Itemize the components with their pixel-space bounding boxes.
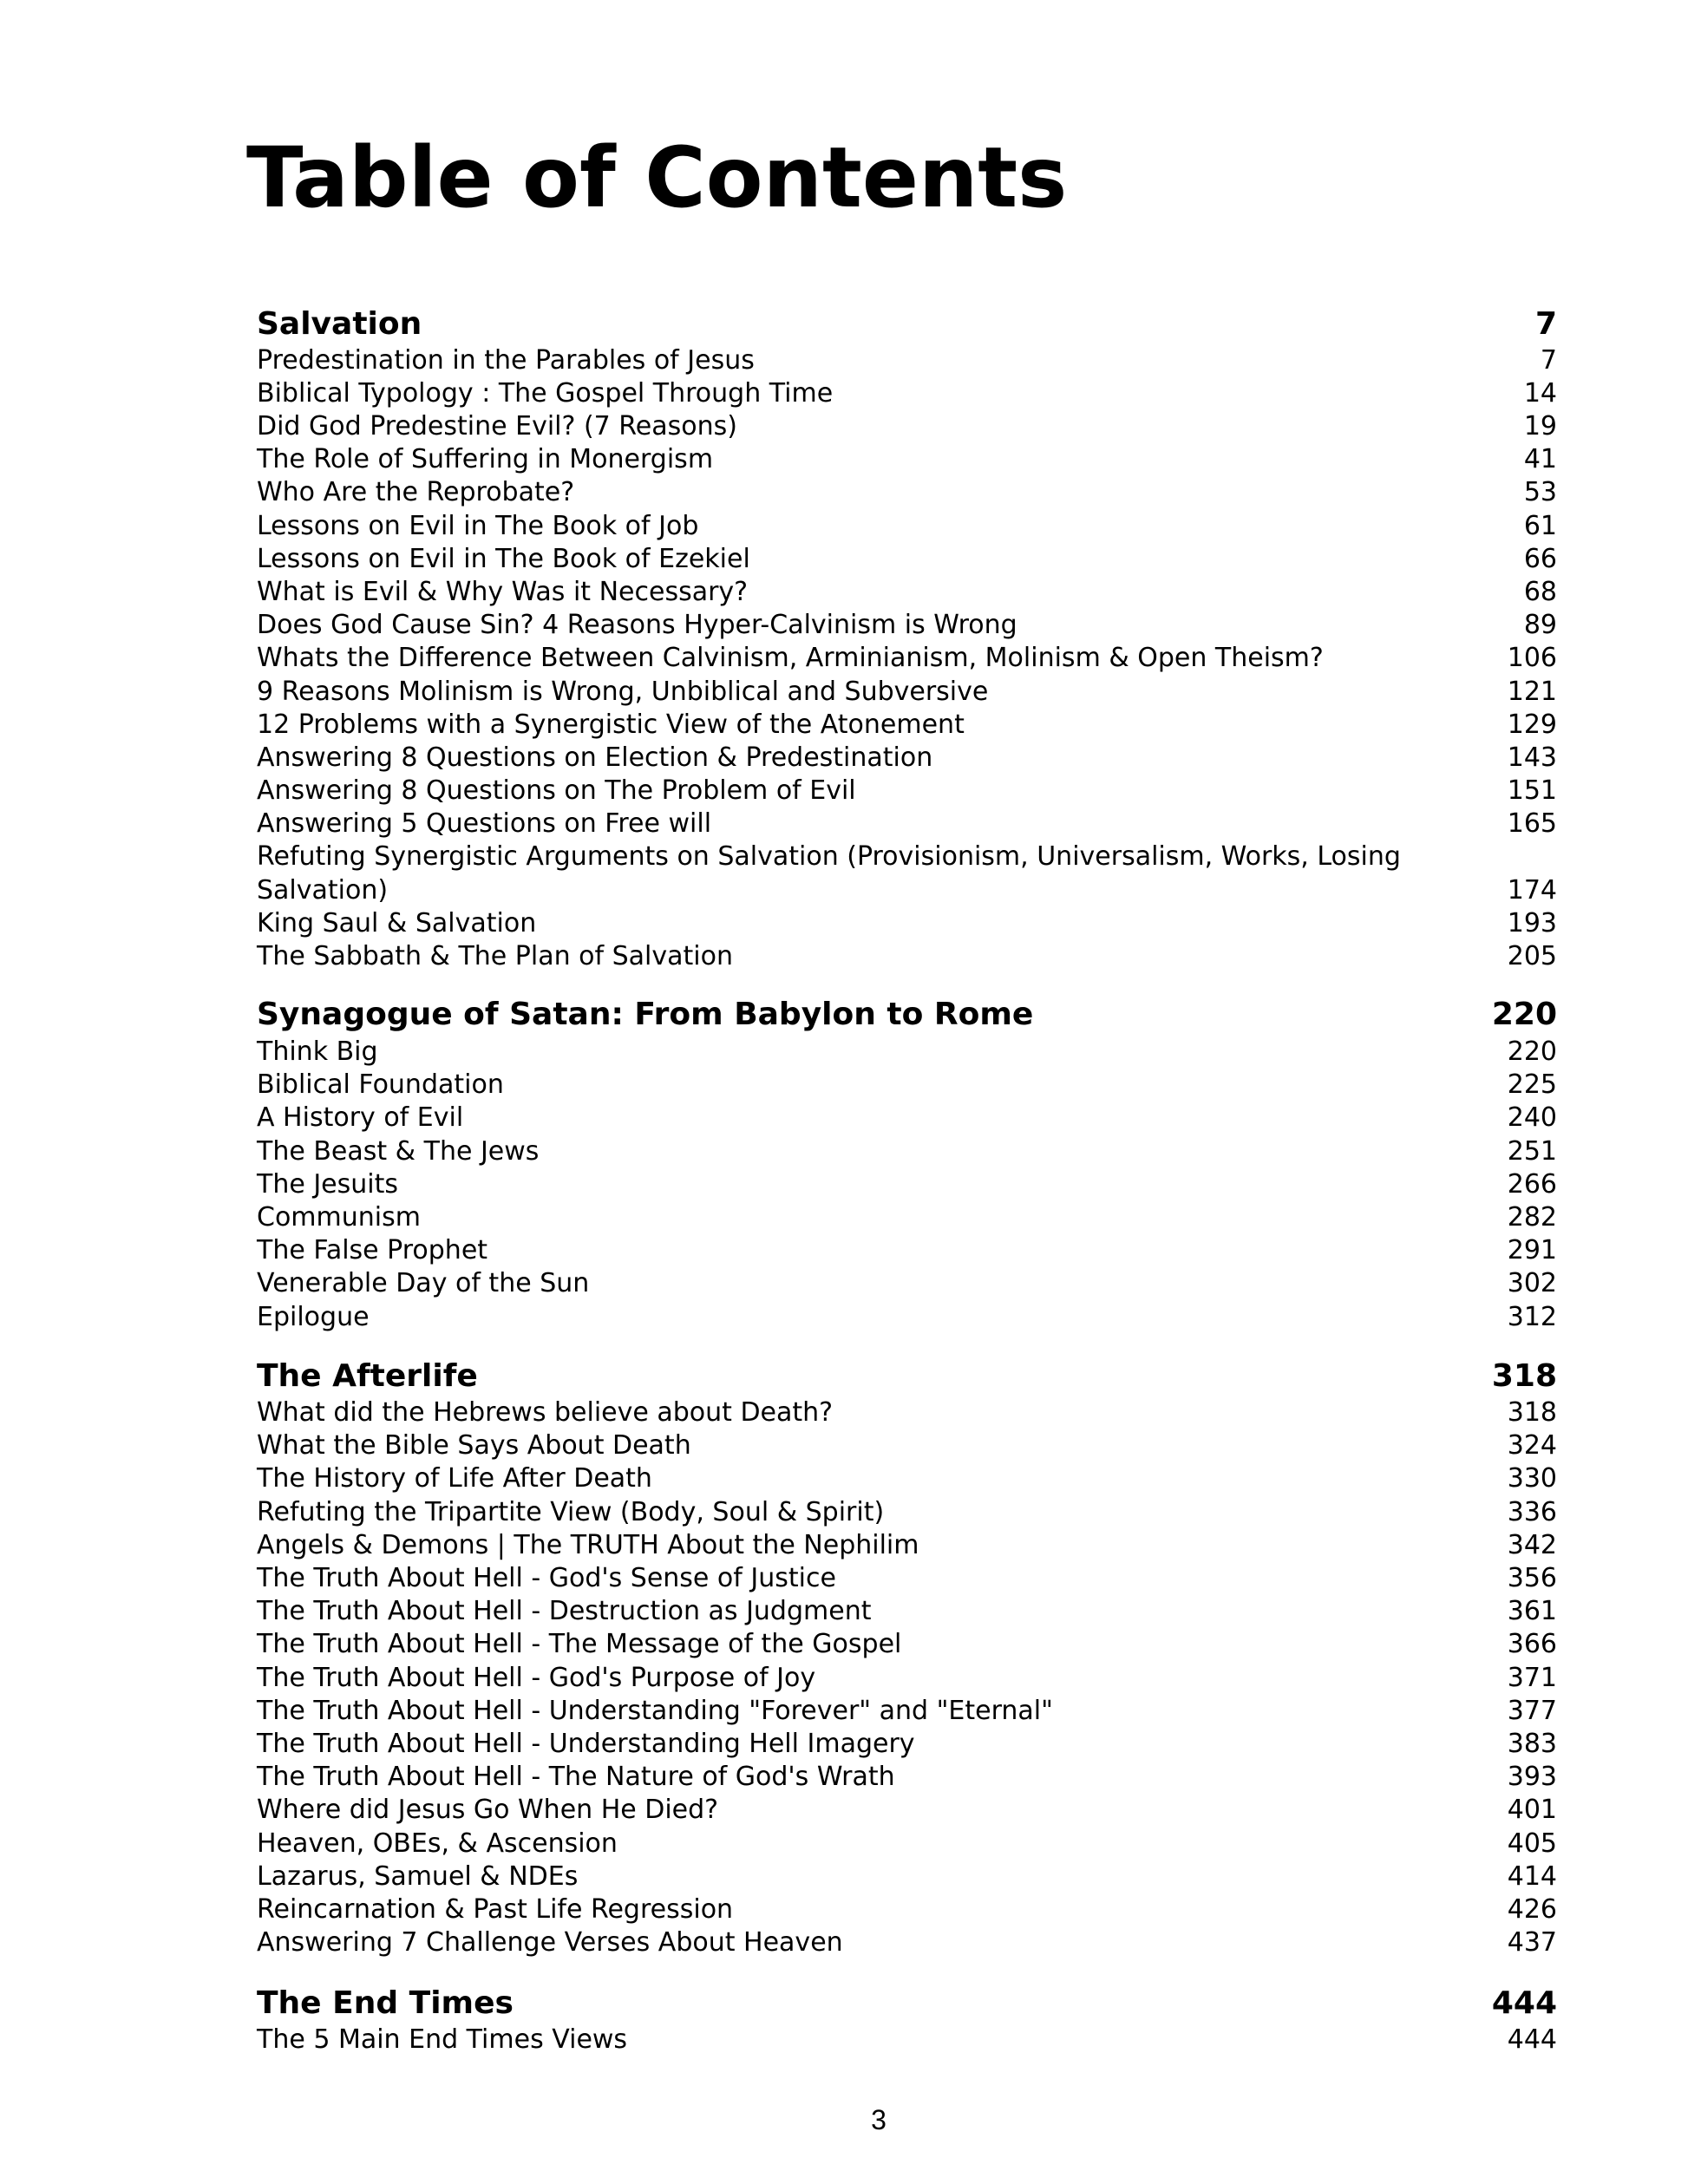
entry-page: 68 [1523,577,1557,607]
section-title: Synagogue of Satan: From Babylon to Rome [257,997,1034,1032]
entry-page: 193 [1507,908,1557,938]
toc-entry[interactable] [257,1631,1557,1664]
toc-entry[interactable] [257,1169,1557,1205]
section-header-salvation[interactable] [257,306,1557,347]
entry-page: 53 [1523,477,1557,507]
toc-entry[interactable] [257,1397,1557,1433]
toc-entry[interactable] [257,1136,1557,1172]
toc-entry[interactable] [257,1268,1557,1304]
entry-title: Biblical Typology : The Gospel Through Time [257,378,834,409]
toc-entry[interactable] [257,709,1557,745]
toc-entry[interactable] [257,1665,1557,1698]
section-title: Salvation [257,306,422,342]
toc-entry[interactable] [257,1463,1557,1499]
toc-entry[interactable] [257,1102,1557,1138]
toc-entry[interactable] [257,1927,1557,1963]
entry-page: 302 [1507,1268,1557,1298]
toc-entry[interactable] [257,1828,1557,1864]
entry-page: 401 [1507,1795,1557,1825]
entry-title: Did God Predestine Evil? (7 Reasons) [257,411,737,441]
entry-page: 14 [1523,378,1557,409]
entry-title: The Truth About Hell - God's Purpose of Joy [257,1663,816,1693]
toc-entry[interactable] [257,1764,1557,1797]
section-page: 220 [1491,997,1557,1032]
entry-title: Answering 8 Questions on The Problem of Evil [257,775,856,806]
entry-title: Whats the Difference Between Calvinism, Arminianism, Molinism & Open Theism? [257,643,1324,673]
entry-page: 151 [1507,775,1557,806]
toc-entry[interactable] [257,1563,1557,1599]
entry-page: 7 [1540,345,1557,376]
entry-page: 361 [1507,1596,1557,1626]
entry-page: 366 [1507,1629,1557,1659]
toc-entry[interactable] [257,1698,1557,1731]
entry-page: 225 [1507,1069,1557,1100]
toc-entry[interactable] [257,1894,1557,1930]
toc-entry[interactable] [257,679,1557,712]
entry-title: Answering 7 Challenge Verses About Heaven [257,1927,843,1958]
entry-page: 165 [1507,808,1557,839]
entry-title: What the Bible Says About Death [257,1430,691,1461]
entry-page: 129 [1507,709,1557,740]
entry-page: 205 [1507,941,1557,971]
toc-entry[interactable] [257,775,1557,811]
toc-entry[interactable] [257,742,1557,778]
toc-entry-wrapped-first-line[interactable] [257,841,1557,877]
toc-entry[interactable] [257,513,1557,546]
entry-title: Answering 8 Questions on Election & Predestination [257,742,933,773]
entry-page: 143 [1507,742,1557,773]
entry-title: The Truth About Hell - The Nature of God's Wrath [257,1762,895,1792]
section-title: The End Times [257,1985,514,2021]
entry-page: 220 [1507,1036,1557,1067]
entry-page: 405 [1507,1828,1557,1859]
entry-title: 9 Reasons Molinism is Wrong, Unbiblical and Subversive [257,677,989,707]
entry-page: 426 [1507,1894,1557,1925]
toc-entry[interactable] [257,645,1557,678]
entry-title: The Jesuits [257,1169,399,1200]
toc-entry[interactable] [257,612,1557,645]
entry-title: Lessons on Evil in The Book of Ezekiel [257,544,750,574]
page-title: Table of Contents [246,129,1068,226]
toc-entry[interactable] [257,579,1557,612]
entry-title: The Beast & The Jews [257,1136,540,1167]
toc-entry[interactable] [257,1596,1557,1631]
entry-page: 324 [1507,1430,1557,1461]
entry-title: The Truth About Hell - Understanding Hell Imagery [257,1729,915,1759]
entry-title: Epilogue [257,1302,370,1332]
entry-title: The False Prophet [257,1235,488,1265]
entry-page: 437 [1507,1927,1557,1958]
section-page: 444 [1491,1985,1557,2021]
toc-entry[interactable] [257,1530,1557,1566]
toc-entry[interactable] [257,1861,1557,1897]
entry-title: Predestination in the Parables of Jesus [257,345,755,376]
entry-title: A History of Evil [257,1102,464,1133]
section-page: 318 [1491,1358,1557,1394]
toc-entry[interactable] [257,345,1557,381]
entry-title: The 5 Main End Times Views [257,2024,628,2055]
toc-entry[interactable] [257,444,1557,480]
entry-page: 393 [1507,1762,1557,1792]
entry-title: The Role of Suffering in Monergism [257,444,714,474]
entry-page: 106 [1507,643,1557,673]
entry-title: Does God Cause Sin? 4 Reasons Hyper-Calvinism is Wrong [257,610,1017,640]
entry-title: Lessons on Evil in The Book of Job [257,511,699,541]
toc-entry[interactable] [257,1797,1557,1830]
entry-title: Refuting the Tripartite View (Body, Soul & Spirit) [257,1497,885,1527]
entry-title: Biblical Foundation [257,1069,504,1100]
entry-title: What did the Hebrews believe about Death? [257,1397,834,1428]
entry-page: 251 [1507,1136,1557,1167]
entry-page: 414 [1507,1861,1557,1892]
section-page: 7 [1534,306,1557,342]
toc-entry[interactable] [257,2024,1557,2060]
entry-title: The Sabbath & The Plan of Salvation [257,941,733,971]
entry-page: 444 [1507,2024,1557,2055]
toc-entry[interactable] [257,1069,1557,1105]
entry-page: 371 [1507,1663,1557,1693]
entry-page: 342 [1507,1530,1557,1560]
entry-title: Refuting Synergistic Arguments on Salvation (Provisionism, Universalism, Works, Losing [257,841,1401,872]
toc-entry[interactable] [257,1430,1557,1466]
entry-title: Who Are the Reprobate? [257,477,575,507]
entry-title: The Truth About Hell - Destruction as Judgment [257,1596,872,1626]
entry-page: 312 [1507,1302,1557,1332]
entry-page: 174 [1507,875,1557,906]
entry-page: 336 [1507,1497,1557,1527]
entry-title: Heaven, OBEs, & Ascension [257,1828,618,1859]
toc-entry[interactable] [257,1036,1557,1072]
entry-title: Reincarnation & Past Life Regression [257,1894,734,1925]
toc-entry[interactable] [257,808,1557,844]
toc-entry[interactable] [257,908,1557,944]
section-title: The Afterlife [257,1358,478,1394]
toc-entry[interactable] [257,546,1557,579]
entry-page: 377 [1507,1696,1557,1726]
entry-title: The Truth About Hell - God's Sense of Justice [257,1563,836,1593]
entry-title: Where did Jesus Go When He Died? [257,1795,719,1825]
toc-entry[interactable] [257,477,1557,513]
entry-title: What is Evil & Why Was it Necessary? [257,577,749,607]
toc-entry[interactable] [257,1302,1557,1337]
entry-title: Lazarus, Samuel & NDEs [257,1861,579,1892]
toc-entry[interactable] [257,1202,1557,1238]
page-number: 3 [871,2104,887,2135]
entry-title: The History of Life After Death [257,1463,652,1494]
entry-title: Angels & Demons | The TRUTH About the Nephilim [257,1530,919,1560]
entry-page: 89 [1523,610,1557,640]
entry-page: 121 [1507,677,1557,707]
toc-entry[interactable] [257,1497,1557,1533]
toc-entry[interactable] [257,378,1557,414]
entry-title: Venerable Day of the Sun [257,1268,590,1298]
entry-page: 318 [1507,1397,1557,1428]
toc-entry[interactable] [257,941,1557,977]
toc-entry-wrapped-second-line[interactable] [257,875,1557,911]
section-header-the-afterlife[interactable] [257,1358,1557,1399]
entry-page: 266 [1507,1169,1557,1200]
entry-title: The Truth About Hell - Understanding "Forever" and "Eternal" [257,1696,1053,1726]
toc-entry[interactable] [257,411,1557,447]
entry-page: 41 [1523,444,1557,474]
entry-title: Think Big [257,1036,378,1067]
entry-page: 291 [1507,1235,1557,1265]
entry-title: Answering 5 Questions on Free will [257,808,712,839]
entry-title-continued: Salvation) [257,875,389,906]
entry-page: 240 [1507,1102,1557,1133]
toc-entry[interactable] [257,1731,1557,1764]
section-header-synagogue-of-satan[interactable] [257,997,1557,1037]
entry-page: 66 [1523,544,1557,574]
entry-title: King Saul & Salvation [257,908,537,938]
toc-entry[interactable] [257,1235,1557,1271]
entry-page: 330 [1507,1463,1557,1494]
entry-page: 61 [1523,511,1557,541]
entry-page: 383 [1507,1729,1557,1759]
entry-title: Communism [257,1202,421,1233]
entry-title: The Truth About Hell - The Message of the Gospel [257,1629,902,1659]
entry-page: 282 [1507,1202,1557,1233]
section-header-the-end-times[interactable] [257,1985,1557,2026]
entry-page: 19 [1523,411,1557,441]
entry-title: 12 Problems with a Synergistic View of the Atonement [257,709,965,740]
entry-page: 356 [1507,1563,1557,1593]
